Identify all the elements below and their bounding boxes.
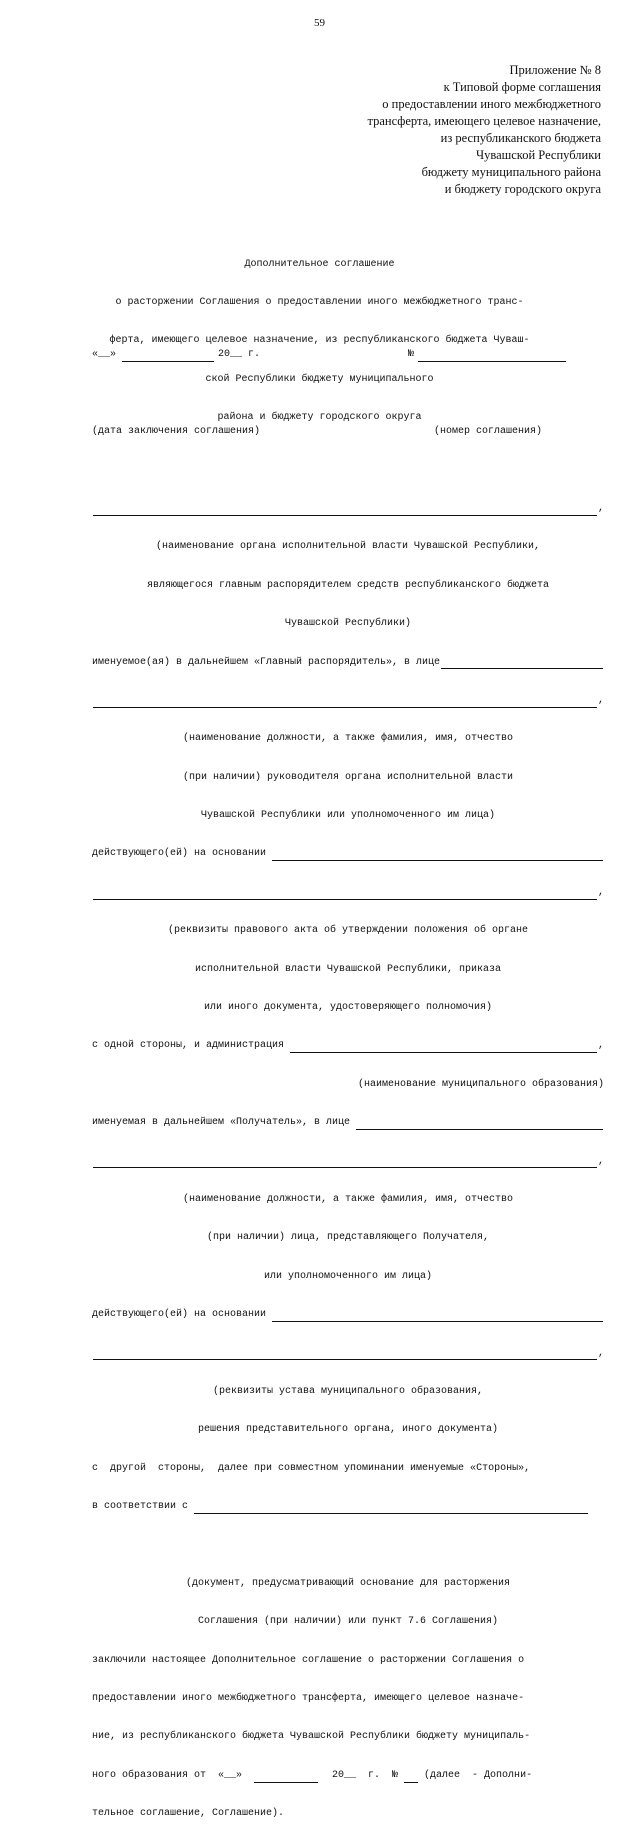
agreement-number-blank[interactable] bbox=[418, 351, 566, 362]
last-line-prefix: ного образования от «__» bbox=[92, 1769, 243, 1781]
appendix-header bbox=[367, 62, 601, 198]
authority-blank-row: , bbox=[92, 503, 604, 516]
appendix-line: из республиканского бюджета bbox=[440, 131, 601, 145]
one-side-text: с одной стороны, и администрация bbox=[92, 1040, 285, 1052]
page-number: 59 bbox=[314, 17, 325, 29]
named-row bbox=[92, 657, 604, 670]
authority-caption-line: (наименование органа исполнительной власти Чувашской Республики, bbox=[155, 541, 541, 553]
charter-blank-row: , bbox=[92, 1348, 604, 1361]
municipality-caption-row bbox=[92, 1079, 604, 1092]
date-row bbox=[92, 349, 604, 362]
recipient-representative-blank-2[interactable] bbox=[93, 1157, 597, 1168]
date-month-blank[interactable] bbox=[122, 351, 214, 362]
last-number-blank[interactable] bbox=[404, 1772, 418, 1783]
accordance-text: в соответствии с bbox=[92, 1501, 189, 1513]
acting-text: действующего(ей) на основании bbox=[92, 1309, 267, 1321]
representative-blank-2[interactable] bbox=[93, 697, 597, 708]
municipality-caption: (наименование муниципального образования) bbox=[357, 1078, 604, 1090]
final-line: тельное соглашение, Соглашение). bbox=[92, 1808, 285, 1820]
acting-row-2 bbox=[92, 1309, 604, 1322]
named-text: именуемое(ая) в дальнейшем «Главный распорядитель», в лице bbox=[92, 656, 441, 668]
last-line-suffix: (далее - Дополни- bbox=[424, 1769, 533, 1781]
recipient-representative-blank[interactable] bbox=[356, 1119, 603, 1130]
charter-blank[interactable] bbox=[272, 1311, 603, 1322]
authority-name-blank[interactable] bbox=[93, 505, 597, 516]
appendix-line: к Типовой форме соглашения bbox=[443, 80, 601, 94]
last-date-row bbox=[92, 1770, 604, 1783]
last-date-blank[interactable] bbox=[254, 1772, 318, 1783]
concluded-line: заключили настоящее Дополнительное соглашение о расторжении Соглашения о bbox=[92, 1654, 525, 1666]
date-year: 20__ г. bbox=[218, 349, 261, 361]
appendix-line: Приложение № 8 bbox=[509, 63, 601, 77]
concluded-line: предоставлении иного межбюджетного трансферта, имеющего целевое назначе- bbox=[92, 1693, 525, 1705]
date-caption-row bbox=[92, 426, 604, 439]
title-line: ской Республики бюджету муниципального bbox=[205, 373, 434, 385]
title-line: о расторжении Соглашения о предоставлении иного межбюджетного транс- bbox=[115, 296, 524, 308]
act-caption-line: или иного документа, удостоверяющего полномочия) bbox=[203, 1002, 493, 1014]
charter-caption-line: (реквизиты устава муниципального образования, bbox=[212, 1385, 484, 1397]
one-side-row: с одной стороны, и администрация , bbox=[92, 1040, 604, 1052]
basis-blank-2[interactable] bbox=[93, 889, 597, 900]
appendix-line: бюджету муниципального района bbox=[421, 165, 601, 179]
date-caption: (дата заключения соглашения) bbox=[92, 426, 261, 438]
recipient-blank-row: , bbox=[92, 1156, 604, 1169]
last-line-year: 20__ г. № bbox=[332, 1769, 399, 1781]
recipient-row bbox=[92, 1117, 604, 1130]
title-line: района и бюджету городского округа bbox=[217, 412, 422, 424]
act-caption-line: исполнительной власти Чувашской Республики, приказа bbox=[194, 963, 502, 975]
title-line: ферта, имеющего целевое назначение, из республиканского бюджета Чуваш- bbox=[109, 335, 530, 347]
number-sign: № bbox=[408, 349, 415, 361]
position-caption-line: Чувашской Республики или уполномоченного им лица) bbox=[200, 810, 496, 822]
agreement-body bbox=[92, 311, 604, 1847]
document-caption-line: Соглашения (при наличии) или пункт 7.6 Соглашения) bbox=[197, 1616, 499, 1628]
authority-caption-line: являющегося главным распорядителем средств республиканского бюджета bbox=[146, 579, 550, 591]
basis-blank[interactable] bbox=[272, 850, 603, 861]
municipality-blank[interactable] bbox=[290, 1042, 597, 1053]
appendix-line: о предоставлении иного межбюджетного bbox=[382, 97, 601, 111]
position-caption-line: (при наличии) руководителя органа исполнительной власти bbox=[182, 771, 514, 783]
date-day: «__» bbox=[92, 349, 117, 361]
position-caption-line: (при наличии) лица, представляющего Получателя, bbox=[206, 1232, 490, 1244]
concluded-line: ние, из республиканского бюджета Чувашской Республики бюджету муниципаль- bbox=[92, 1731, 531, 1743]
accordance-row bbox=[92, 1501, 604, 1514]
position-caption-line: (наименование должности, а также фамилия, имя, отчество bbox=[182, 733, 514, 745]
appendix-line: и бюджету городского округа bbox=[444, 182, 601, 196]
other-side-row bbox=[92, 1463, 604, 1476]
appendix-line: трансферта, имеющего целевое назначение, bbox=[367, 114, 601, 128]
basis-document-blank[interactable] bbox=[194, 1503, 588, 1514]
charter-caption-line: решения представительного органа, иного документа) bbox=[197, 1424, 499, 1436]
document-caption-line: (документ, предусматривающий основание для расторжения bbox=[185, 1577, 511, 1589]
charter-blank-2[interactable] bbox=[93, 1349, 597, 1360]
position-caption-line: (наименование должности, а также фамилия, имя, отчество bbox=[182, 1193, 514, 1205]
appendix-line: Чувашской Республики bbox=[475, 148, 601, 162]
authority-caption-line: Чувашской Республики) bbox=[284, 618, 412, 630]
representative-blank-row: , bbox=[92, 695, 604, 708]
acting-row-1 bbox=[92, 848, 604, 861]
recipient-text: именуемая в дальнейшем «Получатель», в лице bbox=[92, 1117, 351, 1129]
other-side-text: с другой стороны, далее при совместном упоминании именуемые «Стороны», bbox=[92, 1462, 531, 1474]
representative-blank[interactable] bbox=[441, 658, 603, 669]
basis-blank-row: , bbox=[92, 887, 604, 900]
acting-text: действующего(ей) на основании bbox=[92, 848, 267, 860]
act-caption-line: (реквизиты правового акта об утверждении положения об органе bbox=[167, 925, 529, 937]
title-line: Дополнительное соглашение bbox=[244, 258, 395, 270]
number-caption: (номер соглашения) bbox=[434, 426, 543, 438]
position-caption-line: или уполномоченного им лица) bbox=[263, 1270, 433, 1282]
